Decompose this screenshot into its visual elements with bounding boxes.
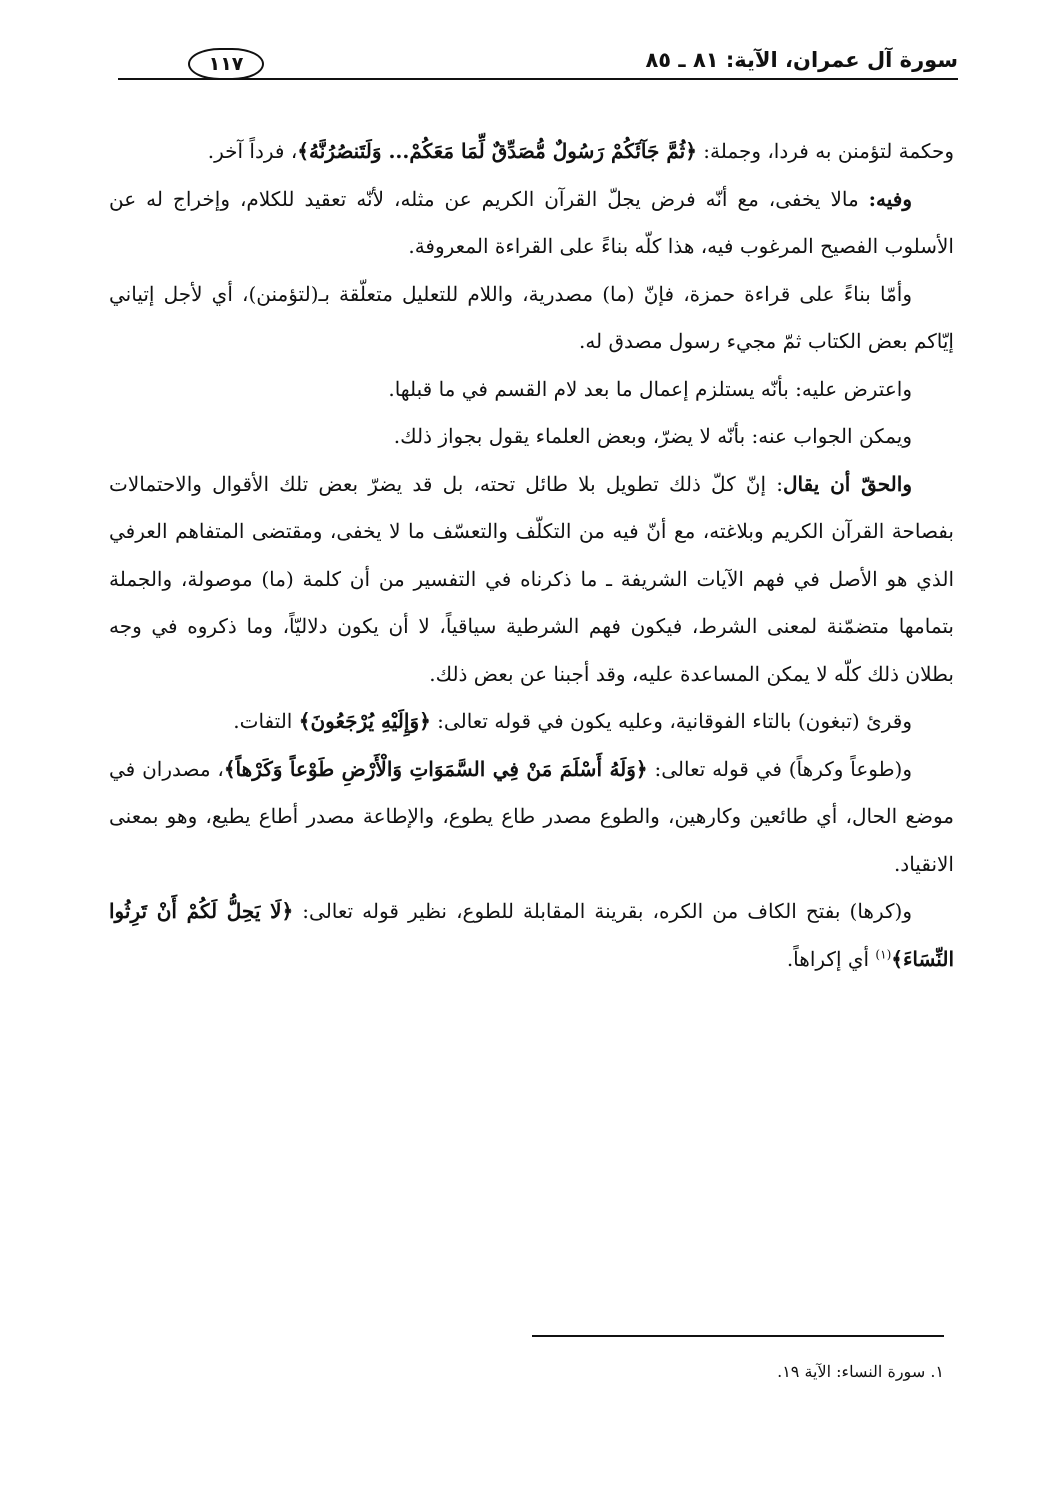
quran-verse: ﴿وَلَهُ أَسْلَمَ مَنْ فِي السَّمَوَاتِ وَالْأَرْضِ طَوْعاً وَكَرْهاً﴾ [223, 756, 648, 781]
paragraph-1 [109, 128, 954, 176]
footnote-text: ١. سورة النساء: الآية ١٩. [777, 1362, 944, 1381]
header-title: سورة آل عمران، الآية: ٨١ ـ ٨٥ [645, 48, 958, 72]
paragraph-text: واعترض عليه: بأنّه يستلزم إعمال ما بعد لام القسم في ما قبلها. [388, 376, 912, 401]
page-number-badge: ١١٧ [188, 48, 264, 80]
paragraph-6 [109, 461, 954, 699]
footnote-marker[interactable]: (١) [875, 946, 892, 961]
quran-verse: ﴿وَإِلَيْهِ يُرْجَعُونَ﴾ [298, 709, 431, 733]
paragraph-text: و(كرها) بفتح الكاف من الكره، بقرينة المقابلة للطوع، نظير قوله تعالى: [293, 899, 912, 923]
body-text [109, 128, 954, 983]
paragraph-text: ، فرداً آخر. [207, 139, 298, 163]
paragraph-lead: وفيه: [868, 186, 912, 211]
paragraph-text: وقرئ (تبغون) بالتاء الفوقانية، وعليه يكون في قوله تعالى: [430, 709, 912, 733]
paragraph-text: وحكمة لتؤمنن به فردا، وجملة: [696, 139, 954, 163]
paragraph-3 [109, 271, 954, 366]
paragraph-text: ويمكن الجواب عنه: بأنّه لا يضرّ، وبعض العلماء يقول بجواز ذلك. [393, 424, 912, 448]
paragraph-text: و(طوعاً وكرهاً) في قوله تعالى: [647, 756, 912, 781]
page-header [118, 46, 958, 86]
paragraph-8 [109, 746, 954, 889]
paragraph-text: التفات. [233, 709, 299, 733]
paragraph-text: وأمّا بناءً على قراءة حمزة، فإنّ (ما) مصدرية، واللام للتعليل متعلّقة بـ(لتؤمنن)، أي لأجل إتياني إيّاكم بعض الكتاب ثمّ مجيء رسول مصدق له. [109, 281, 954, 353]
paragraph-lead: والحقّ أن يقال [783, 471, 912, 496]
paragraph-5 [109, 413, 954, 461]
paragraph-9 [109, 888, 954, 983]
quran-verse: ﴿ثُمَّ جَآئَكُمْ رَسُولٌ مُّصَدِّقٌ لِّمَا مَعَكُمْ... وَلَتَنصُرُنَّهُ﴾ [297, 139, 697, 163]
paragraph-text: : إنّ كلّ ذلك تطويل بلا طائل تحته، بل قد يضرّ بعض تلك الأقوال والاحتمالات بفصاحة القرآن الكريم وبلاغته، مع أنّ فيه من التكلّف والتعسّف ما لا يخفى، ومقتضى المتفاهم العرفي الذي هو الأصل في فهم الآيات الشريفة ـ ما ذكرناه في التفسير من أن كلمة (ما) موصولة، والجملة بتمامها متضمّنة لمعنى الشرط، فيكون فهم الشرطية سياقياً، لا أن يكون دلاليّاً، وما ذكروه في وجه بطلان ذلك كلّه لا يمكن المساعدة عليه، وقد أجبنا عن بعض ذلك. [109, 471, 954, 686]
paragraph-text: أي إكراهاً. [786, 946, 876, 971]
paragraph-text: ، مصدران في موضع الحال، أي طائعين وكارهين، والطوع مصدر طاع يطوع، والإطاعة مصدر أطاع يطيع، وهو بمعنى الانقياد. [109, 756, 954, 876]
paragraph-4 [109, 366, 954, 414]
paragraph-2 [109, 176, 954, 271]
paragraph-text: مالا يخفى، مع أنّه فرض يجلّ القرآن الكريم عن مثله، لأنّه تعقيد للكلام، وإخراج له عن الأسلوب الفصيح المرغوب فيه، هذا كلّه بناءً على القراءة المعروفة. [109, 186, 954, 258]
footnote-separator [532, 1335, 944, 1337]
paragraph-7 [109, 698, 954, 746]
quran-verse: ﴿لَا يَحِلُّ لَكُمْ أَنْ تَرِثُوا النِّسَاءَ﴾ [109, 899, 954, 971]
